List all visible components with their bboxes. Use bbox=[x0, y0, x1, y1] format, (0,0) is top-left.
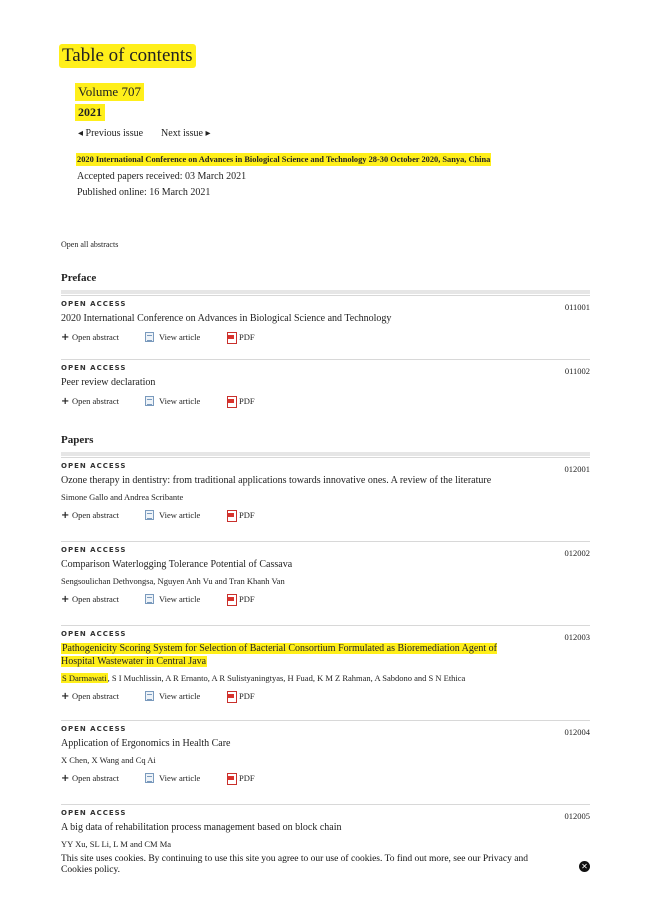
issue-nav bbox=[78, 128, 211, 139]
open-abstract-label: Open abstract bbox=[72, 594, 119, 604]
open-access-label: OPEN ACCESS bbox=[61, 462, 127, 470]
document-icon bbox=[145, 594, 154, 604]
article-title[interactable]: A big data of rehabilitation process management based on block chain bbox=[61, 822, 342, 833]
author-highlight: S Darmawati bbox=[62, 673, 107, 683]
page-title: Table of contents bbox=[59, 44, 196, 68]
plus-icon: + bbox=[61, 331, 70, 343]
article-item bbox=[61, 359, 590, 407]
open-abstract-button[interactable] bbox=[61, 594, 145, 605]
pdf-icon bbox=[226, 396, 236, 406]
article-title[interactable]: 2020 International Conference on Advances in Biological Science and Technology bbox=[61, 313, 392, 324]
article-title[interactable]: Ozone therapy in dentistry: from traditional applications towards innovative ones. A review of the literature bbox=[61, 475, 492, 486]
article-title[interactable]: Peer review declaration bbox=[61, 377, 156, 388]
article-authors bbox=[61, 672, 590, 684]
view-article-label: View article bbox=[159, 691, 201, 701]
article-actions bbox=[61, 772, 590, 784]
open-access-label: OPEN ACCESS bbox=[61, 300, 127, 308]
open-access-label: OPEN ACCESS bbox=[61, 725, 127, 733]
pdf-link[interactable] bbox=[226, 773, 255, 783]
view-article-label: View article bbox=[159, 773, 201, 783]
article-title[interactable] bbox=[61, 642, 531, 668]
pdf-link[interactable] bbox=[226, 691, 255, 701]
open-access-label: OPEN ACCESS bbox=[61, 546, 127, 554]
pdf-label: PDF bbox=[239, 691, 255, 701]
open-abstract-label: Open abstract bbox=[72, 691, 119, 701]
article-actions bbox=[61, 331, 590, 343]
pdf-label: PDF bbox=[239, 332, 255, 342]
conference-title: 2020 International Conference on Advances in Biological Science and Technology 28-30 October 2020, Sanya, China bbox=[77, 155, 491, 164]
view-article-link[interactable] bbox=[145, 510, 226, 520]
open-access-label: OPEN ACCESS bbox=[61, 809, 127, 817]
document-icon bbox=[145, 691, 154, 701]
article-actions bbox=[61, 593, 590, 605]
next-issue-link[interactable]: Next issue ▸ bbox=[161, 128, 211, 139]
article-authors: X Chen, X Wang and Cq Ai bbox=[61, 755, 156, 765]
article-item bbox=[61, 457, 590, 521]
plus-icon: + bbox=[61, 509, 70, 521]
pdf-link[interactable] bbox=[226, 594, 255, 604]
open-abstract-label: Open abstract bbox=[72, 510, 119, 520]
article-item bbox=[61, 541, 590, 605]
view-article-link[interactable] bbox=[145, 594, 226, 604]
open-all-abstracts-link[interactable]: Open all abstracts bbox=[61, 240, 119, 249]
cookie-banner-text: This site uses cookies. By continuing to use this site you agree to our use of cookies. To find out more, see our Privacy and Cookies policy. bbox=[61, 854, 528, 875]
document-icon bbox=[145, 510, 154, 520]
pdf-icon bbox=[226, 691, 236, 701]
pdf-link[interactable] bbox=[226, 510, 255, 520]
article-page-number: 011001 bbox=[564, 302, 590, 312]
article-item bbox=[61, 295, 590, 343]
article-item bbox=[61, 720, 590, 784]
pdf-label: PDF bbox=[239, 396, 255, 406]
pdf-label: PDF bbox=[239, 510, 255, 520]
open-access-label: OPEN ACCESS bbox=[61, 364, 127, 372]
article-title-highlight: Pathogenicity Scoring System for Selection of Bacterial Consortium Formulated as Bioremediation Agent of Hospital Wastewater in Central Java bbox=[61, 643, 497, 667]
open-abstract-button[interactable] bbox=[61, 396, 145, 407]
open-access-label: OPEN ACCESS bbox=[61, 630, 127, 638]
article-actions bbox=[61, 690, 590, 702]
plus-icon: + bbox=[61, 593, 70, 605]
document-icon bbox=[145, 332, 154, 342]
pdf-icon bbox=[226, 594, 236, 604]
pdf-label: PDF bbox=[239, 594, 255, 604]
open-abstract-label: Open abstract bbox=[72, 773, 119, 783]
document-icon bbox=[145, 773, 154, 783]
view-article-link[interactable] bbox=[145, 691, 226, 701]
pdf-link[interactable] bbox=[226, 396, 255, 406]
article-title[interactable]: Comparison Waterlogging Tolerance Potential of Cassava bbox=[61, 559, 293, 570]
section-heading-papers: Papers bbox=[61, 434, 590, 456]
accepted-date: Accepted papers received: 03 March 2021 bbox=[77, 171, 247, 182]
plus-icon: + bbox=[61, 690, 70, 702]
view-article-link[interactable] bbox=[145, 332, 226, 342]
article-title[interactable]: Application of Ergonomics in Health Care bbox=[61, 738, 231, 749]
pdf-icon bbox=[226, 773, 236, 783]
previous-issue-link[interactable]: ◂ Previous issue bbox=[78, 128, 144, 139]
view-article-link[interactable] bbox=[145, 396, 226, 406]
open-abstract-label: Open abstract bbox=[72, 396, 119, 406]
article-authors: Sengsoulichan Dethvongsa, Nguyen Anh Vu and Tran Khanh Van bbox=[61, 576, 285, 586]
pdf-icon bbox=[226, 510, 236, 520]
article-page-number: 012004 bbox=[564, 727, 590, 737]
article-page-number: 012001 bbox=[564, 464, 590, 474]
plus-icon: + bbox=[61, 395, 70, 407]
open-abstract-button[interactable] bbox=[61, 691, 145, 702]
pdf-icon bbox=[226, 332, 236, 342]
view-article-label: View article bbox=[159, 332, 201, 342]
pdf-link[interactable] bbox=[226, 332, 255, 342]
article-page-number: 012003 bbox=[564, 632, 590, 642]
view-article-label: View article bbox=[159, 396, 201, 406]
published-date: Published online: 16 March 2021 bbox=[77, 187, 211, 198]
volume-label: Volume 707 bbox=[75, 83, 144, 101]
open-abstract-button[interactable] bbox=[61, 332, 145, 343]
document-icon bbox=[145, 396, 154, 406]
section-heading-preface: Preface bbox=[61, 272, 590, 294]
open-abstract-button[interactable] bbox=[61, 773, 145, 784]
view-article-label: View article bbox=[159, 510, 201, 520]
article-page-number: 012005 bbox=[564, 811, 590, 821]
authors-rest: , S I Muchlissin, A R Ernanto, A R Sulistyaningtyas, H Fuad, K M Z Rahman, A Sabdono and S N Ethica bbox=[107, 673, 466, 683]
article-item bbox=[61, 804, 590, 850]
article-page-number: 012002 bbox=[564, 548, 590, 558]
open-abstract-button[interactable] bbox=[61, 510, 145, 521]
pdf-label: PDF bbox=[239, 773, 255, 783]
article-actions bbox=[61, 509, 590, 521]
article-page-number: 011002 bbox=[564, 366, 590, 376]
view-article-link[interactable] bbox=[145, 773, 226, 783]
year-label: 2021 bbox=[75, 104, 105, 121]
plus-icon: + bbox=[61, 772, 70, 784]
view-article-label: View article bbox=[159, 594, 201, 604]
article-actions bbox=[61, 395, 590, 407]
article-item bbox=[61, 625, 590, 702]
open-abstract-label: Open abstract bbox=[72, 332, 119, 342]
close-icon[interactable]: ✕ bbox=[579, 861, 590, 872]
article-authors: Simone Gallo and Andrea Scribante bbox=[61, 492, 184, 502]
article-authors: YY Xu, SL Li, L M and CM Ma bbox=[61, 839, 172, 849]
